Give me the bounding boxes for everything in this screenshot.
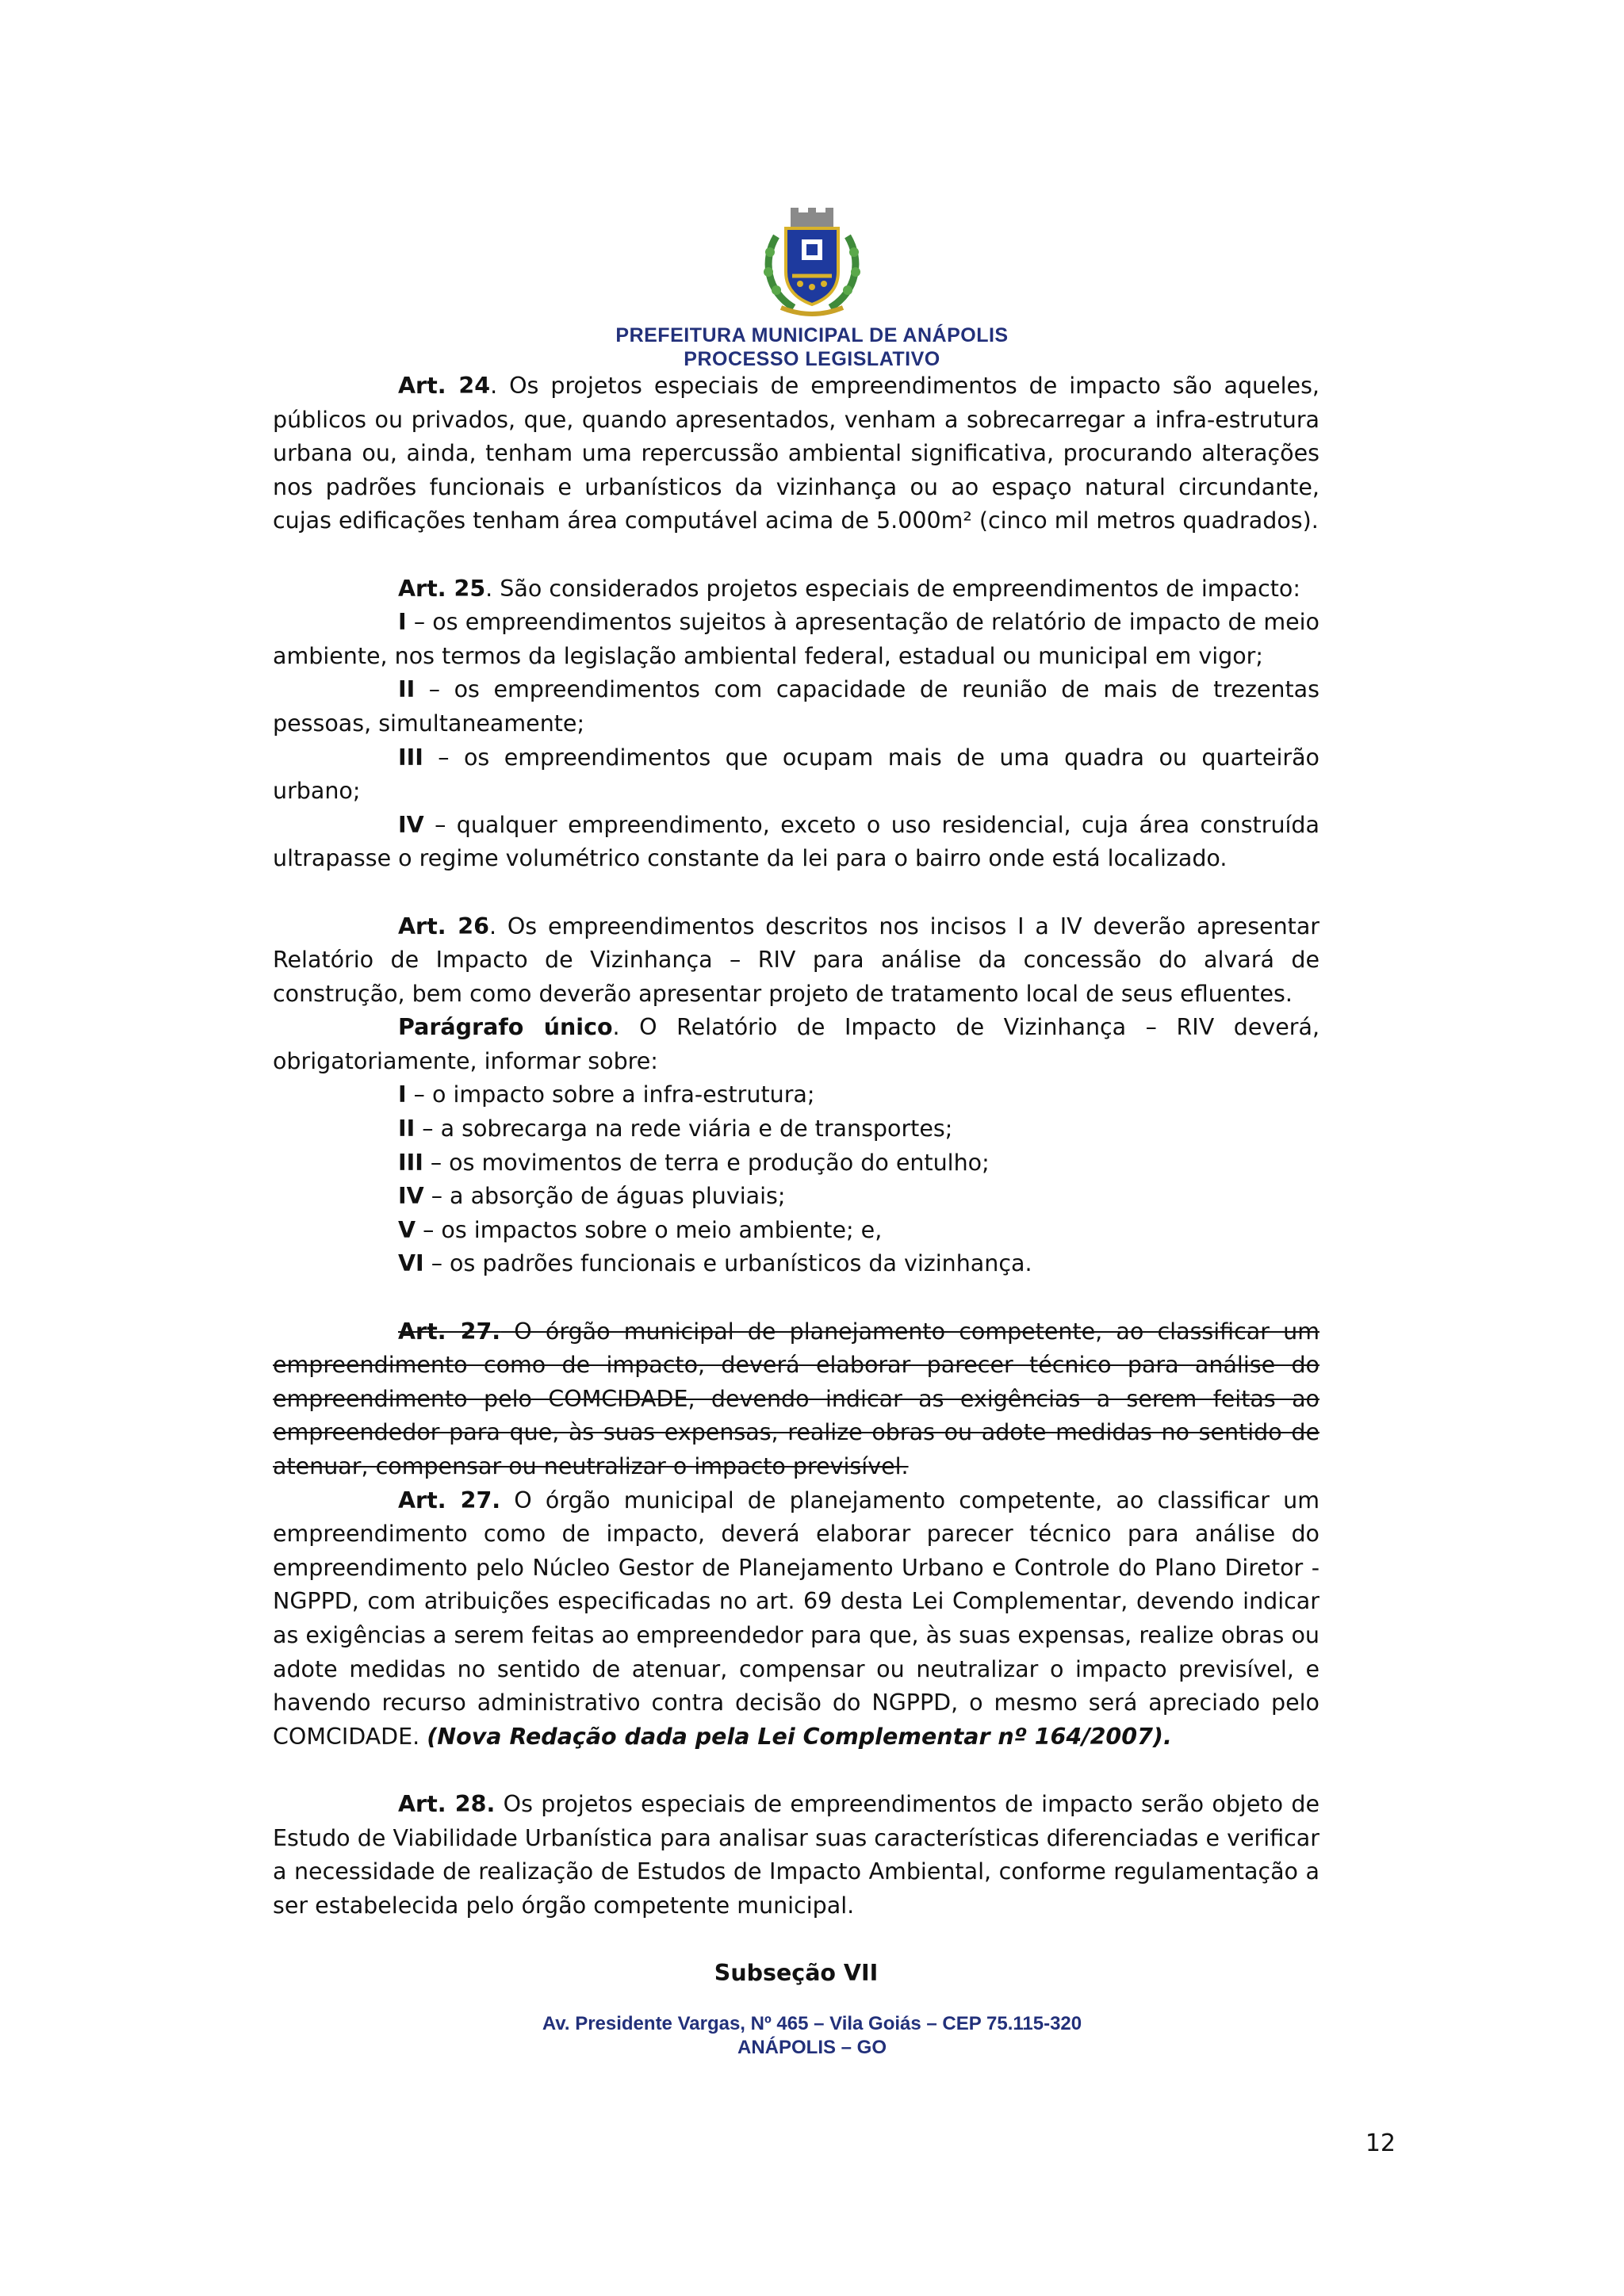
item-number: IV: [398, 1183, 424, 1210]
article-27: [273, 1484, 1320, 1755]
article-27-revoked: [273, 1315, 1320, 1484]
item-number: III: [398, 744, 423, 771]
article-text: O órgão municipal de planejamento competente, ao classificar um empreendimento como de impacto, deverá elaborar parecer técnico para análise do empreendimento pelo Núcleo Gestor de Planejamento Urbano e Controle do Plano Diretor - NGPPD, com atribuições especificadas no art. 69 desta Lei Complementar, devendo indicar as exigências a serem feitas ao empreendedor para que, às suas expensas, realize obras ou adote medidas no sentido de atenuar, compensar ou neutralizar o impacto previsível, e havendo recurso administrativo contra decisão do NGPPD, o mesmo será apreciado pelo COMCIDADE.: [273, 1487, 1320, 1750]
paragraph-label: Parágrafo único: [398, 1014, 613, 1041]
page-footer: [0, 2012, 1624, 2060]
item-number: I: [398, 609, 407, 636]
article-label: Art. 24: [398, 373, 491, 399]
footer-address: Av. Presidente Vargas, Nº 465 – Vila Goiás – CEP 75.115-320: [542, 2013, 1082, 2034]
article-text: O órgão municipal de planejamento competente, ao classificar um empreendimento como de impacto, deverá elaborar parecer técnico para análise do empreendimento pelo COMCIDADE, devendo indicar as exigências a serem feitas ao empreendedor para que, às suas expensas, realize obras ou adote medidas no sentido de atenuar, compensar ou neutralizar o impacto previsível.: [273, 1318, 1320, 1479]
page-header: [0, 205, 1624, 371]
article-label: Art. 26: [398, 913, 489, 939]
item-text: – qualquer empreendimento, exceto o uso residencial, cuja área construída ultrapasse o regime volumétrico constante da lei para o bairro onde está localizado.: [273, 811, 1320, 872]
item-number: I: [398, 1081, 407, 1108]
item-number: IV: [398, 811, 424, 838]
item-number: V: [398, 1216, 416, 1243]
article-26-paragraph: [273, 1011, 1320, 1078]
header-org-name: PREFEITURA MUNICIPAL DE ANÁPOLIS: [615, 324, 1009, 346]
article-text: Os projetos especiais de empreendimentos de impacto serão objeto de Estudo de Viabilidade Urbanística para analisar suas características diferenciadas e verificar a necessidade de realização de Estudos de Impacto Ambiental, conforme regulamentação a ser estabelecida pelo órgão competente municipal.: [273, 1790, 1320, 1919]
item-text: – os empreendimentos com capacidade de reunião de mais de trezentas pessoas, simultaneamente;: [273, 676, 1320, 737]
item-text: – os padrões funcionais e urbanísticos da vizinhança.: [423, 1250, 1032, 1277]
item-text: – os impactos sobre o meio ambiente; e,: [416, 1216, 883, 1243]
article-28: [273, 1788, 1320, 1923]
subsection-heading: Subseção VII: [714, 1959, 879, 1986]
article-text: . Os empreendimentos descritos nos incisos I a IV deverão apresentar Relatório de Impacto de Vizinhança – RIV para análise da concessão do alvará de construção, bem como deverão apresentar projeto de tratamento local de seus efluentes.: [273, 913, 1320, 1007]
item-number: III: [398, 1149, 423, 1176]
article-26-item: [273, 1247, 1320, 1281]
article-24: [273, 369, 1320, 538]
article-26-item: [273, 1112, 1320, 1146]
article-26-item: [273, 1146, 1320, 1181]
article-26: [273, 910, 1320, 1012]
document-body: [273, 369, 1320, 1991]
article-text: . São considerados projetos especiais de empreendimentos de impacto:: [485, 575, 1300, 602]
page-number: 12: [1365, 2130, 1396, 2157]
article-25-item: [273, 809, 1320, 876]
article-25: [273, 572, 1320, 607]
header-department: PROCESSO LEGISLATIVO: [684, 348, 940, 370]
article-label: Art. 27.: [398, 1487, 501, 1513]
item-number: VI: [398, 1250, 424, 1277]
article-text: . Os projetos especiais de empreendimentos de impacto são aqueles, públicos ou privados, que, quando apresentados, venham a sobrecarregar a infra-estrutura urbana ou, ainda, tenham uma repercussão ambiental significativa, procurando alterações nos padrões funcionais e urbanísticos da vizinhança ou ao espaço natural circundante, cujas edificações tenham área computável acima de 5.000m² (cinco mil metros quadrados).: [273, 373, 1320, 534]
item-text: – os empreendimentos sujeitos à apresentação de relatório de impacto de meio ambiente, nos termos da legislação ambiental federal, estadual ou municipal em vigor;: [273, 609, 1320, 669]
article-25-item: [273, 741, 1320, 809]
article-26-item: [273, 1214, 1320, 1248]
paragraph-text: . O Relatório de Impacto de Vizinhança – RIV deverá, obrigatoriamente, informar sobre:: [273, 1014, 1320, 1074]
article-25-item: [273, 673, 1320, 740]
article-label: Art. 28.: [398, 1790, 496, 1817]
article-label: Art. 27.: [398, 1318, 501, 1345]
item-text: – os empreendimentos que ocupam mais de uma quadra ou quarteirão urbano;: [273, 744, 1320, 805]
article-25-item: [273, 606, 1320, 673]
item-text: – os movimentos de terra e produção do entulho;: [423, 1149, 990, 1176]
item-text: – a sobrecarga na rede viária e de transportes;: [415, 1115, 953, 1142]
article-label: Art. 25: [398, 575, 486, 602]
item-number: II: [398, 676, 416, 703]
amendment-note: (Nova Redação dada pela Lei Complementar nº 164/2007).: [427, 1723, 1172, 1750]
item-text: – a absorção de águas pluviais;: [423, 1183, 786, 1210]
article-26-item: [273, 1078, 1320, 1112]
municipal-crest-logo: [753, 205, 871, 323]
footer-city: ANÁPOLIS – GO: [737, 2037, 887, 2058]
item-number: II: [398, 1115, 416, 1142]
article-26-item: [273, 1180, 1320, 1214]
item-text: – o impacto sobre a infra-estrutura;: [406, 1081, 815, 1108]
